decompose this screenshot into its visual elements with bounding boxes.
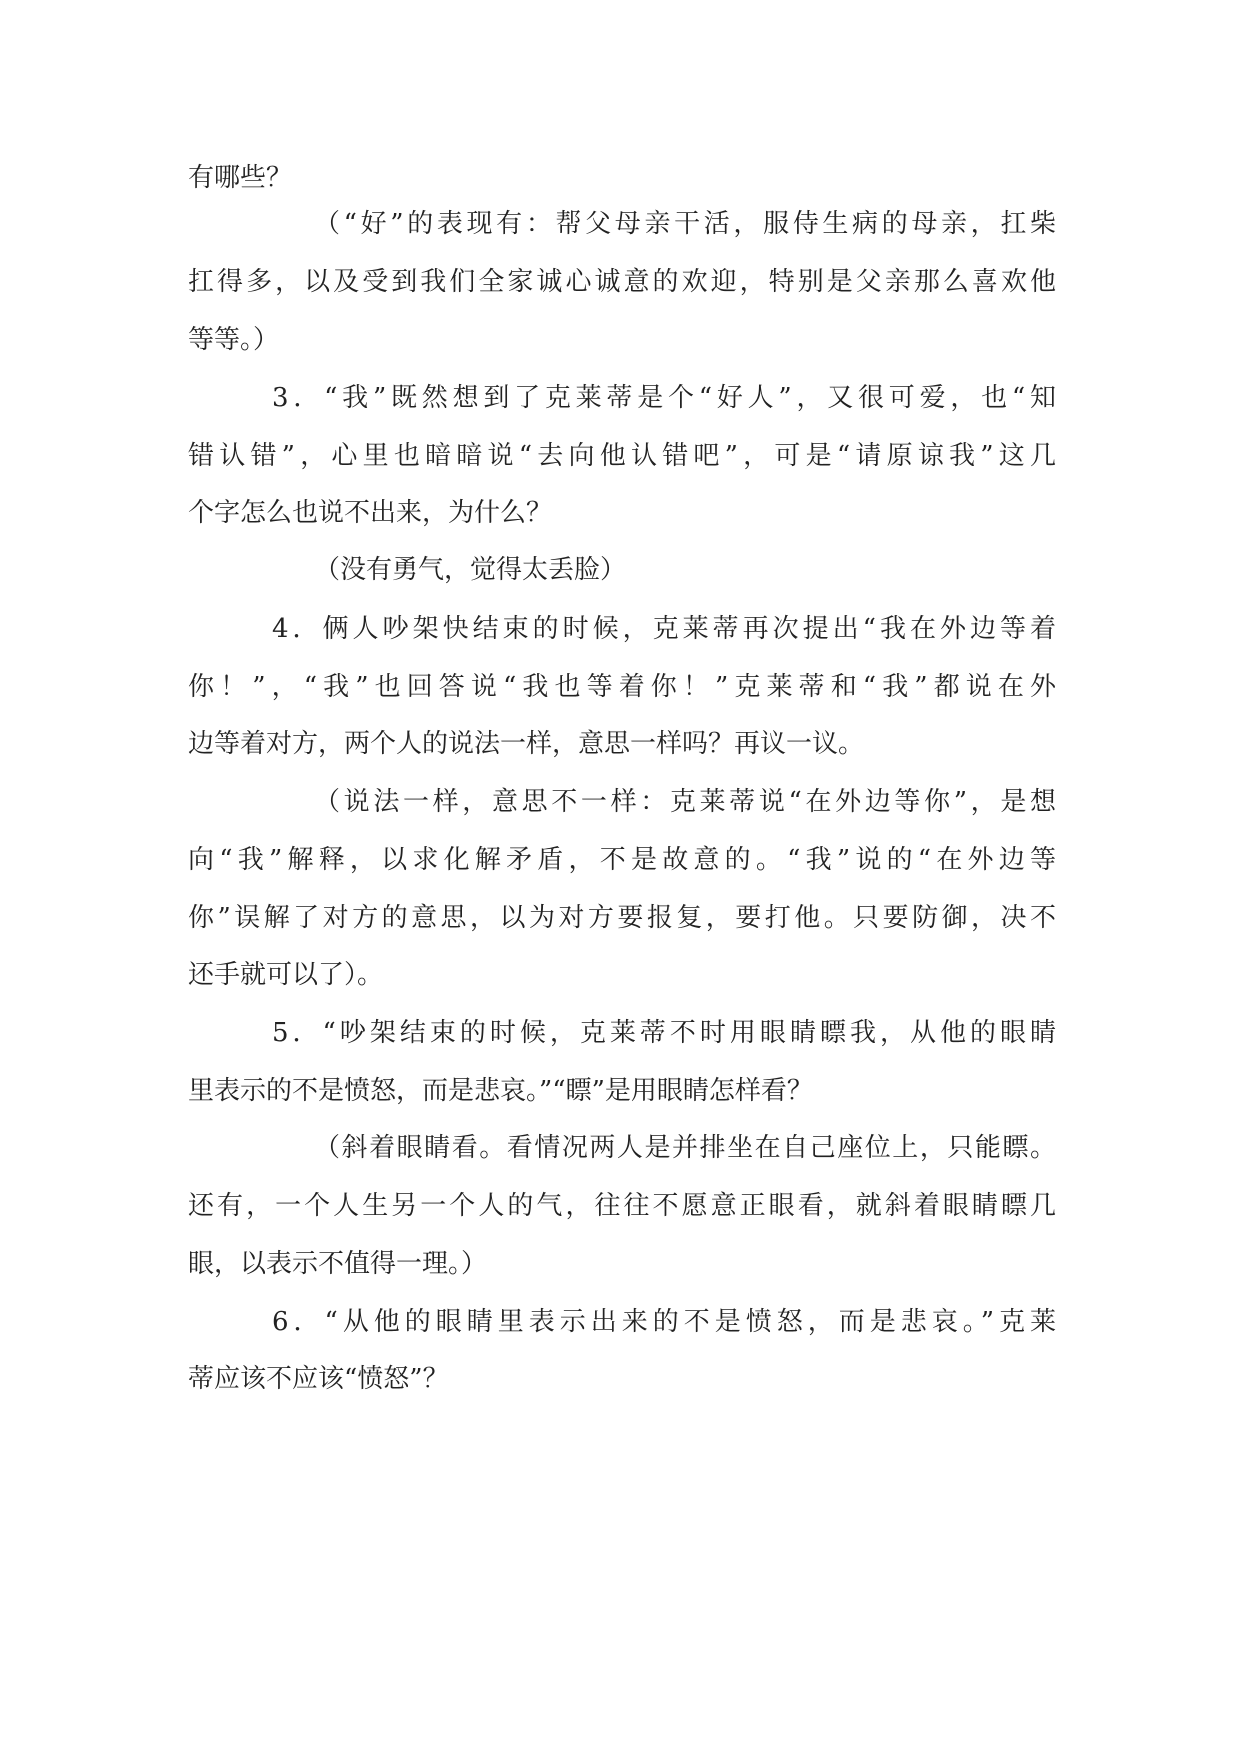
text-line: 你”误解了对方的意思，以为对方要报复，要打他。只要防御，决不 — [188, 903, 1056, 933]
text-line: 个字怎么也说不出来，为什么？ — [188, 498, 553, 528]
text-line: 还有，一个人生另一个人的气，往往不愿意正眼看，就斜着眼睛瞟几 — [188, 1191, 1056, 1221]
text-line: （没有勇气，觉得太丢脸） — [314, 555, 627, 585]
text-line: 眼，以表示不值得一理。） — [188, 1249, 488, 1279]
text-line: （斜着眼睛看。看情况两人是并排坐在自己座位上，只能瞟。 — [314, 1133, 1056, 1163]
text-line: 扛得多，以及受到我们全家诚心诚意的欢迎，特别是父亲那么喜欢他 — [188, 267, 1056, 297]
text-line: 还手就可以了）。 — [188, 960, 384, 990]
text-line: 有哪些？ — [188, 163, 293, 193]
text-line: 6．“从他的眼睛里表示出来的不是愤怒，而是悲哀。”克莱 — [272, 1307, 1056, 1337]
text-line: 你！”，“我”也回答说“我也等着你！”克莱蒂和“我”都说在外 — [188, 672, 1056, 702]
text-line: 错认错”，心里也暗暗说“去向他认错吧”，可是“请原谅我”这几 — [188, 441, 1056, 471]
text-line: 向“我”解释，以求化解矛盾，不是故意的。“我”说的“在外边等 — [188, 845, 1056, 875]
text-line: 边等着对方，两个人的说法一样，意思一样吗？再议一议。 — [188, 729, 865, 759]
text-line: 4．俩人吵架快结束的时候，克莱蒂再次提出“我在外边等着 — [272, 614, 1056, 644]
text-line: 蒂应该不应该“愤怒”？ — [188, 1364, 449, 1394]
text-line: （“好”的表现有：帮父母亲干活，服侍生病的母亲，扛柴 — [314, 209, 1056, 239]
text-line: （说法一样，意思不一样：克莱蒂说“在外边等你”，是想 — [314, 787, 1056, 817]
text-line: 3．“我”既然想到了克莱蒂是个“好人”，又很可爱，也“知 — [272, 383, 1056, 413]
text-line: 5．“吵架结束的时候，克莱蒂不时用眼睛瞟我，从他的眼睛 — [272, 1018, 1056, 1048]
text-line: 等等。） — [188, 325, 280, 355]
text-line: 里表示的不是愤怒，而是悲哀。”“瞟”是用眼睛怎样看？ — [188, 1076, 813, 1106]
